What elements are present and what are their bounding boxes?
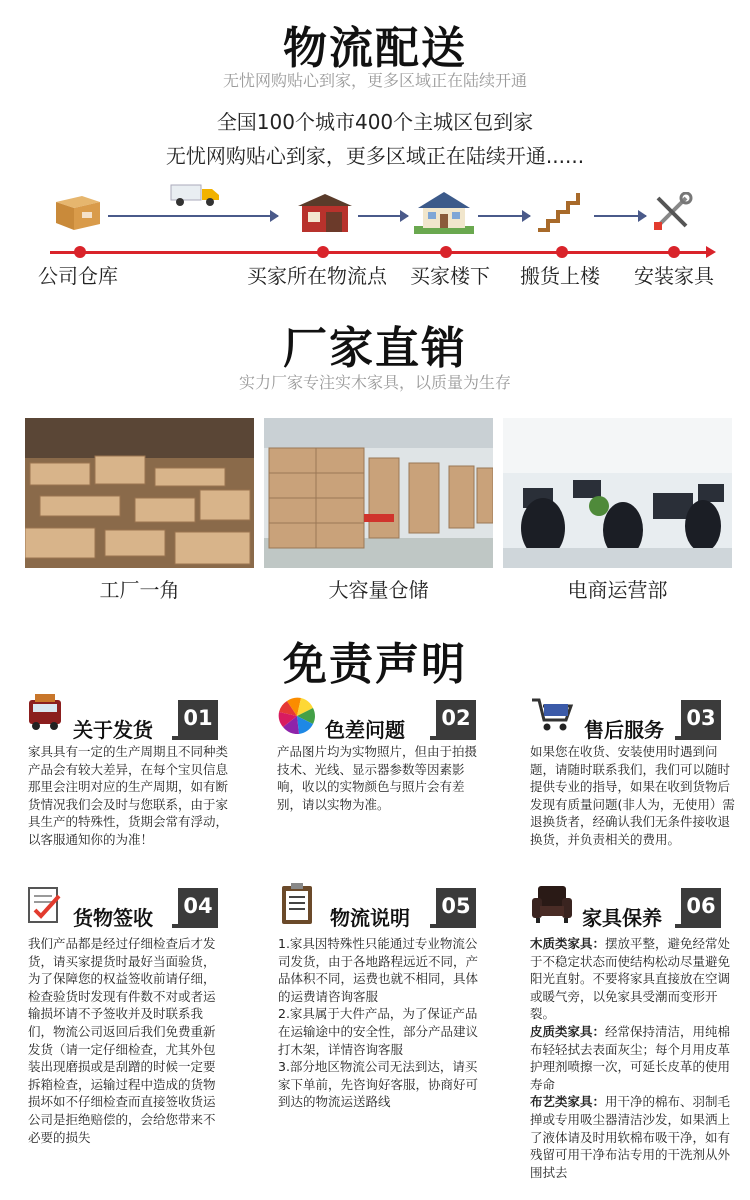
card-title-maintenance: 家具保养 (582, 906, 662, 930)
logistics-intro-line2: 无忧网购贴心到家，更多区域正在陆续开通...... (165, 144, 585, 168)
step-dot (668, 246, 680, 258)
step-dot (556, 246, 568, 258)
card-body-color-difference: 产品图片均为实物照片，但由于拍摄技术、光线、显示器参数等因素影响，收以的实物颜色与照片会有差别，请以实物为准。 (277, 744, 478, 812)
wood-furniture-label: 木质类家具： (530, 936, 606, 951)
card-body-logistics-note: 1.家具因特殊性只能通过专业物流公司发货，由于各地路程远近不同，产品体积不同，运费也就不相同，具体的运费请咨询客服 2.家具属于大件产品，为了保证产品在运输途中的安全性，部分产品建议打木架，详情咨询客服 3.部分地区物流公司无法到达，请买家下单前，先咨询好客服，协商好可到达的物流运送路线 (278, 936, 479, 1110)
logistics-title: 物流配送 (283, 23, 467, 74)
fabric-furniture-label: 布艺类家具： (530, 1094, 606, 1110)
card-number-06: 06 (681, 888, 721, 924)
clipboard-icon (278, 882, 318, 922)
logistics-intro-line1: 全国100个城市400个主城区包到家 (216, 110, 534, 134)
armchair-icon (530, 884, 570, 924)
wood-furniture-text: 摆放平整，避免经常处于不稳定状态而使结构松动尽量避免阳光直射。不要将家具直接放在空调或暖气旁，以免家具受潮而变形开裂。 (530, 936, 731, 1022)
step-label-install: 安装家具 (634, 264, 714, 288)
disclaimer-title: 免责声明 (283, 639, 467, 690)
photo-caption-factory: 工厂一角 (99, 578, 180, 602)
card-title-receipt: 货物签收 (73, 906, 153, 930)
card-body-after-sales: 如果您在收货、安装使用时遇到问题，请随时联系我们，我们可以随时提供专业的指导，如果在收到货物后发现有质量问题(非人为，无使用）需退换货者，经确认我们无条件接收退换货，并负责相关的费用。 (530, 744, 735, 847)
card-title-after-sales: 售后服务 (584, 718, 664, 742)
tools-icon (652, 192, 694, 232)
factory-photo (25, 418, 254, 568)
truck-front-icon (25, 692, 65, 732)
cart-icon (530, 694, 570, 734)
factory-title: 厂家直销 (283, 323, 467, 374)
card-title-shipping: 关于发货 (73, 718, 153, 742)
leather-furniture-text: 经常保持清洁，用纯棉布轻轻拭去表面灰尘；每个月用皮革护理剂喷擦一次，可延长皮革的使用寿命 (530, 1023, 731, 1092)
house-icon (414, 190, 474, 234)
sign-check-icon (25, 884, 65, 924)
card-number-04: 04 (178, 888, 218, 924)
card-title-logistics-note: 物流说明 (330, 906, 410, 930)
logistics-subtitle: 无忧网购贴心到家，更多区域正在陆续开通 (222, 71, 527, 90)
photo-caption-warehouse: 大容量仓储 (328, 578, 429, 602)
card-title-color-difference: 色差问题 (325, 718, 405, 742)
step-label-warehouse: 公司仓库 (38, 264, 118, 288)
warehouse-photo (264, 418, 493, 568)
step-label-carry-upstairs: 搬货上楼 (520, 264, 600, 288)
flow-arrow-4 (594, 215, 646, 217)
fabric-furniture-text: 用干净的棉布、羽制毛掸或专用吸尘器清洁沙发，如果洒上了液体请及时用软棉布吸干净，如有残留可用干净布沾专用的干洗剂从外围拭去 (530, 1094, 731, 1180)
flow-arrow-3 (478, 215, 530, 217)
step-label-logistics-point: 买家所在物流点 (247, 264, 387, 288)
step-dot (317, 246, 329, 258)
card-body-maintenance (530, 935, 735, 1181)
stairs-icon (536, 190, 582, 232)
step-label-downstairs: 买家楼下 (410, 264, 490, 288)
flow-arrow-2 (358, 215, 408, 217)
flow-arrow-1 (108, 215, 278, 217)
store-icon (296, 192, 354, 234)
step-dot (440, 246, 452, 258)
leather-furniture-label: 皮质类家具： (530, 1023, 606, 1039)
truck-icon (170, 182, 222, 208)
card-body-receipt: 我们产品都是经过仔细检查后才发货，请买家提货时最好当面验货，为了保障您的权益签收前请仔细，检查验货时发现有件数不对或者运输损坏请不予签收并及时联系我们，物流公司返回后我们免费重新发货（请一定仔细检查，尤其外包装出现磨损或是刮蹭的时候一定要拆箱检查，运输过程中造成的货物损坏如不仔细检查而直接签收货运公司是拒绝赔偿的，会给您带来不必要的损失 (28, 936, 216, 1145)
photo-caption-office: 电商运营部 (567, 578, 668, 602)
card-body-shipping: 家具具有一定的生产周期且不同种类产品会有较大差异，在每个宝贝信息那里会注明对应的生产周期，如有断货情况我们会及时与您联系，由于家具生产的特殊性，货期会常有浮动，以客服通知你的为准！ (28, 744, 229, 847)
box-icon (52, 190, 104, 232)
color-wheel-icon (276, 694, 316, 734)
card-number-03: 03 (681, 700, 721, 736)
card-number-05: 05 (436, 888, 476, 924)
logistics-progress-line (50, 251, 710, 254)
card-number-02: 02 (436, 700, 476, 736)
card-number-01: 01 (178, 700, 218, 736)
factory-subtitle: 实力厂家专注实木家具，以质量为生存 (238, 373, 511, 392)
step-dot (74, 246, 86, 258)
office-photo (503, 418, 732, 568)
